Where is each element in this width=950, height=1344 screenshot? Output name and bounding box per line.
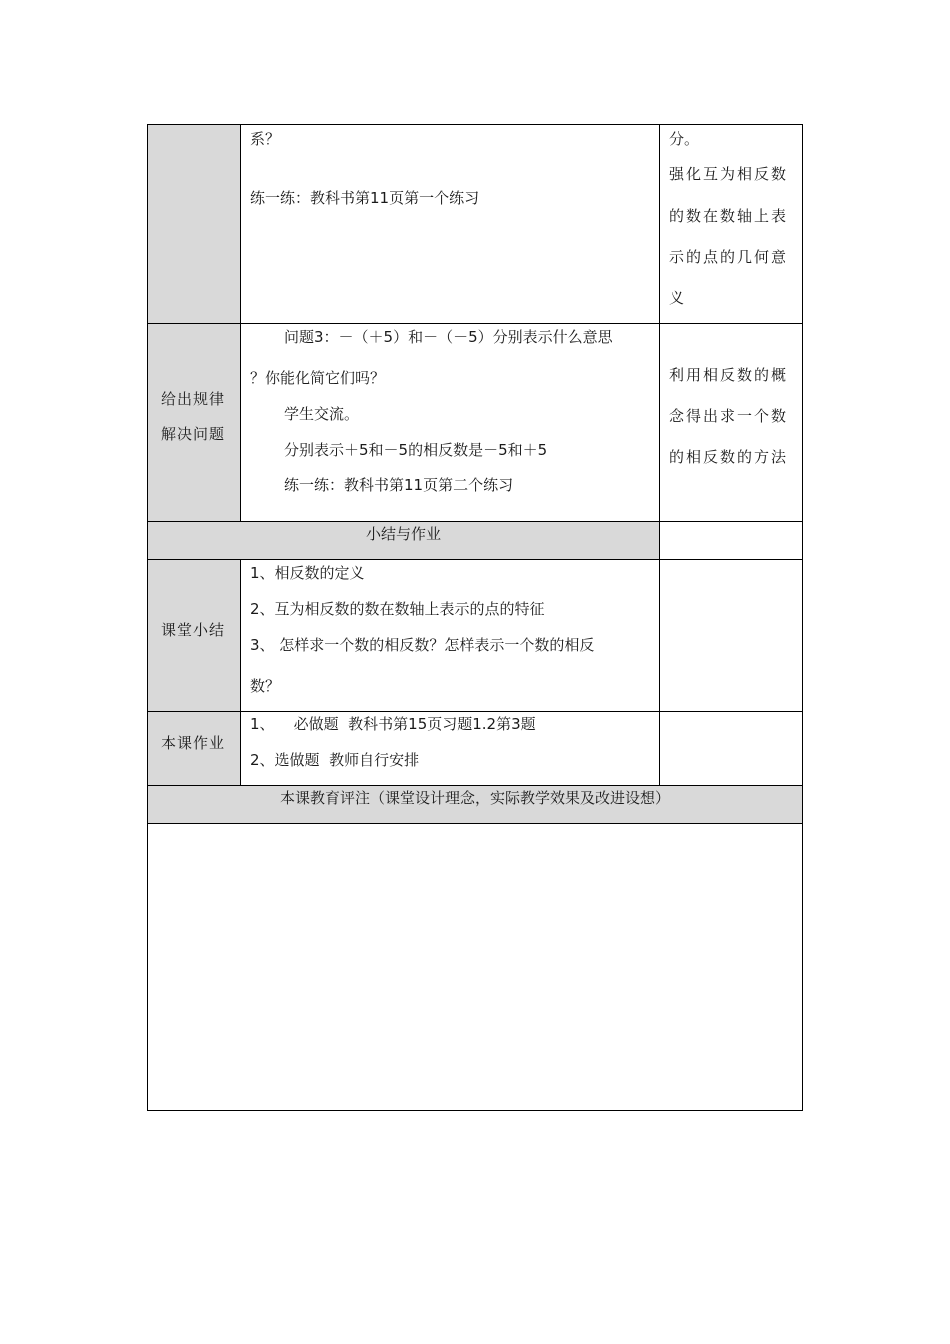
commentary-header: 本课教育评注（课堂设计理念，实际教学效果及改进设想）: [279, 789, 670, 807]
row2-main-line: 分别表示＋5和－5的相反数是－5和＋5: [284, 441, 548, 459]
row1-note-line: 的数在数轴上表: [669, 207, 789, 225]
row5-main-line: 2、选做题 教师自行安排: [250, 751, 420, 769]
lesson-plan-table: [147, 124, 803, 1111]
row4-main-line: 1、相反数的定义: [250, 564, 365, 582]
row2-note-line: 的相反数的方法: [669, 448, 789, 466]
column-divider: [659, 559, 660, 785]
row4-main-line: 数？: [250, 677, 281, 695]
row2-main-line: 练一练：教科书第11页第二个练习: [284, 476, 514, 494]
row2-label-line: 解决问题: [161, 425, 226, 443]
row1-main-line: 练一练：教科书第11页第一个练习: [250, 189, 480, 207]
row1-main-line: 系？: [250, 130, 281, 148]
row2-main-line: 学生交流。: [284, 405, 360, 423]
column-divider: [659, 521, 660, 559]
row1-note-line: 分。: [669, 130, 700, 148]
row2-note-line: 利用相反数的概: [669, 366, 789, 384]
row2-label-cell: [148, 323, 240, 521]
commentary-area: [148, 824, 802, 1110]
row2-main-line: 问题3：－（＋5）和－（－5）分别表示什么意思: [284, 328, 613, 346]
row1-note-line: 强化互为相反数: [669, 165, 789, 183]
row-divider: [148, 559, 802, 560]
row2-label-line: 给出规律: [161, 390, 226, 408]
row-divider: [148, 323, 802, 324]
row4-main-line: 2、互为相反数的数在数轴上表示的点的特征: [250, 600, 545, 618]
row1-label-cell: [148, 125, 240, 323]
row-divider: [148, 521, 802, 522]
summary-header: 小结与作业: [365, 525, 441, 543]
row-divider: [148, 785, 802, 786]
row2-main-line: ？你能化简它们吗？: [250, 369, 386, 387]
row4-label: 课堂小结: [161, 621, 226, 639]
row1-note-line: 示的点的几何意: [669, 248, 789, 266]
row5-main-line: 1、 必做题 教科书第15页习题1.2第3题: [250, 715, 536, 733]
row1-note-line: 义: [669, 289, 685, 307]
column-divider: [659, 125, 660, 521]
row-divider: [148, 711, 802, 712]
column-divider: [240, 125, 241, 521]
row2-note-line: 念得出求一个数: [669, 407, 789, 425]
column-divider: [240, 559, 241, 785]
row4-main-line: 3、 怎样求一个数的相反数？怎样表示一个数的相反: [250, 636, 595, 654]
row5-label: 本课作业: [161, 734, 226, 752]
